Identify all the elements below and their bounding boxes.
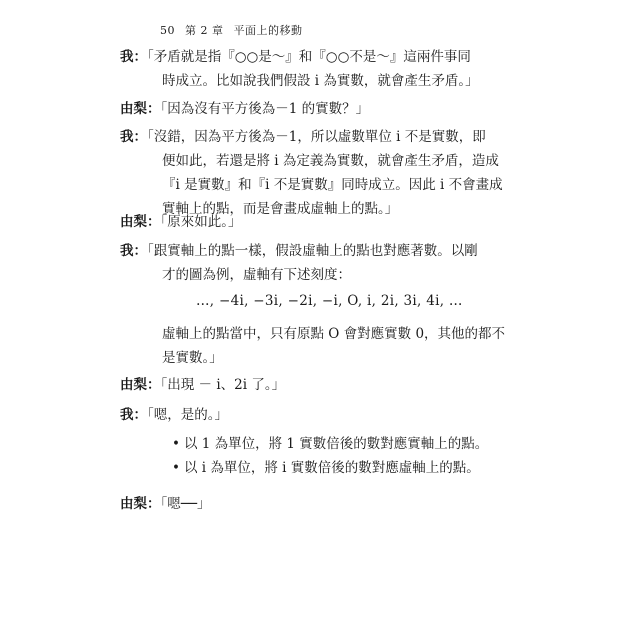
dialogue-paragraph [120, 239, 500, 287]
dialogue-paragraph [120, 125, 503, 221]
speaker-name: 我： [120, 407, 147, 423]
dialogue-line: 「原來如此。」 [160, 214, 242, 230]
chapter-title: 平面上的移動 [233, 24, 303, 37]
continuation-paragraph [120, 322, 506, 370]
dialogue-line: 「因為沒有平方後為－1 的實數？」 [160, 101, 370, 117]
speaker-name: 由梨： [120, 377, 161, 393]
chapter-label: 第 2 章 [185, 24, 224, 37]
dialogue-paragraph [120, 492, 500, 516]
dialogue-line: 是實數。」 [162, 350, 223, 366]
dialogue-paragraph [120, 210, 500, 234]
dialogue-line: 虛軸上的點當中，只有原點 O 會對應實數 0，其他的都不 [162, 326, 506, 342]
dialogue-paragraph [120, 373, 500, 397]
dialogue-line: 「跟實軸上的點一樣，假設虛軸上的點也對應著數。以剛 [147, 243, 478, 259]
dialogue-line: 「矛盾就是指『○○是～』和『○○不是～』這兩件事同 [147, 49, 471, 65]
speaker-name: 我： [120, 243, 147, 259]
speaker-name: 由梨： [120, 101, 161, 117]
dialogue-line: 才的圖為例，虛軸有下述刻度： [162, 267, 351, 283]
dialogue-line: 時成立。比如說我們假設 i 為實數，就會產生矛盾。」 [162, 73, 479, 89]
bullet-item: • 以 1 為單位，將 1 實數倍後的數對應實軸上的點。 [172, 432, 488, 456]
imaginary-axis-sequence: …, −4i, −3i, −2i, −i, O, i, 2i, 3i, 4i, … [196, 293, 463, 309]
dialogue-line: 「嗯──」 [160, 496, 211, 512]
speaker-name: 我： [120, 49, 147, 65]
dialogue-line: 實軸上的點，而是會畫成虛軸上的點。」 [162, 201, 399, 217]
dialogue-paragraph [120, 403, 500, 427]
bullet-item: • 以 i 為單位，將 i 實數倍後的數對應虛軸上的點。 [172, 456, 488, 480]
dialogue-line: 『i 是實數』和『i 不是實數』同時成立。因此 i 不會畫成 [162, 177, 503, 193]
dialogue-paragraph [120, 45, 500, 93]
bullet-list [172, 432, 488, 480]
speaker-name: 由梨： [120, 214, 161, 230]
speaker-name: 由梨： [120, 496, 161, 512]
dialogue-line: 便如此，若還是將 i 為定義為實數，就會產生矛盾，造成 [162, 153, 499, 169]
speaker-name: 我： [120, 129, 147, 145]
dialogue-line: 「沒錯，因為平方後為－1，所以虛數單位 i 不是實數，即 [147, 129, 486, 145]
running-header [160, 22, 309, 38]
dialogue-line: 「嗯，是的。」 [147, 407, 228, 423]
dialogue-line: 「出現 － i、2i 了。」 [160, 377, 286, 393]
page-number: 50 [160, 24, 175, 37]
dialogue-paragraph [120, 97, 500, 121]
